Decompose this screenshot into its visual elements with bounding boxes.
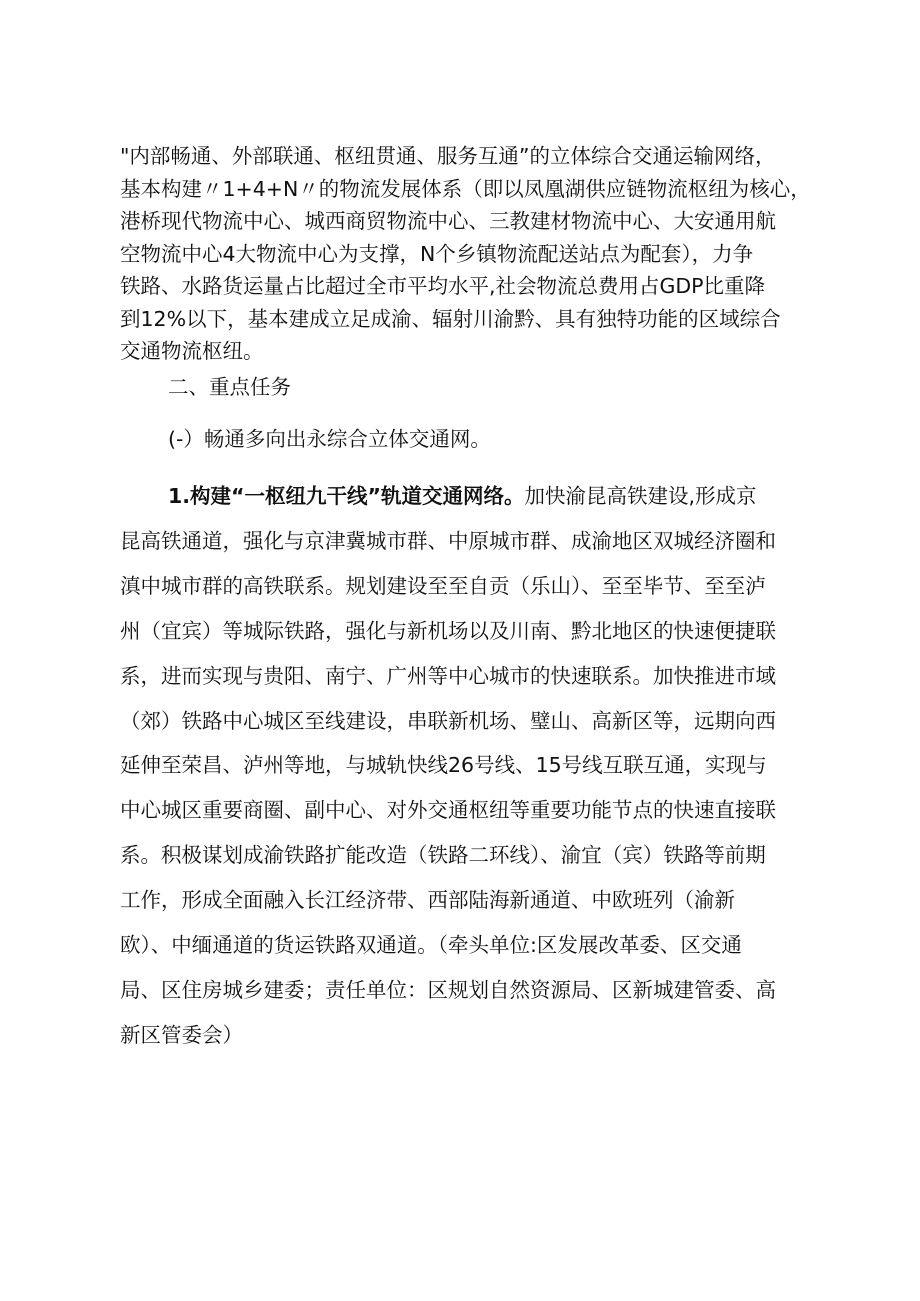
task1-line: 新区管委会） — [120, 1022, 243, 1047]
section-heading: 二、重点任务 — [168, 375, 291, 399]
intro-line: 空物流中心4大物流中心为支撑，N个乡镇物流配送站点为配套），力争 — [120, 241, 754, 266]
task1-line: 中心城区重要商圈、副中心、对外交通枢纽等重要功能节点的快速直接联 — [120, 798, 776, 823]
task1-first-line-rest: 加快渝昆高铁建设,形成京 — [524, 484, 757, 508]
task1-line: 欧）、中缅通道的货运铁路双通道。（牵头单位:区发展改革委、区交通 — [120, 933, 742, 958]
intro-line: 到12%以下，基本建成立足成渝、辐射川渝黔、具有独特功能的区域综合 — [120, 306, 781, 331]
task1-lead: 1.构建“一枢纽九干线”轨道交通网络。 — [168, 484, 525, 508]
subsection-heading: (-）畅通多向出永综合立体交通网。 — [168, 427, 491, 451]
task1-line: 局、区住房城乡建委；责任单位：区规划自然资源局、区新城建管委、高 — [120, 977, 776, 1002]
task1-line: 系。积极谋划成渝铁路扩能改造（铁路二环线）、渝宜（宾）铁路等前期 — [120, 843, 766, 868]
task1-line: 昆高铁通道，强化与京津冀城市群、中原城市群、成渝地区双城经济圈和 — [120, 528, 776, 553]
task1-line: 延伸至荣昌、泸州等地，与城轨快线26号线、15号线互联互通，实现与 — [120, 753, 767, 778]
intro-line: 基本构建〃1+4+N〃的物流发展体系（即以凤凰湖供应链物流枢纽为核心， — [120, 176, 811, 201]
task1-line: 工作，形成全面融入长江经济带、西部陆海新通道、中欧班列（渝新 — [120, 888, 735, 913]
task1-line: 滇中城市群的高铁联系。规划建设至至自贡（乐山）、至至毕节、至至泸 — [120, 573, 766, 598]
task1-line: 州（宜宾）等城际铁路，强化与新机场以及川南、黔北地区的快速便捷联 — [120, 618, 776, 643]
task1-line: 系，进而实现与贵阳、南宁、广州等中心城市的快速联系。加快推进市域 — [120, 663, 776, 688]
intro-line: 铁路、水路货运量占比超过全市平均水平,社会物流总费用占GDP比重降 — [120, 274, 766, 298]
task1-first-line — [120, 474, 820, 519]
task1-line: （郊）铁路中心城区至线建设，串联新机场、璧山、高新区等，远期向西 — [120, 708, 776, 733]
intro-line: 港桥现代物流中心、城西商贸物流中心、三教建材物流中心、大安通用航 — [120, 209, 776, 233]
intro-line: 交通物流枢纽。 — [120, 339, 264, 363]
intro-paragraph — [120, 140, 820, 368]
intro-line: "内部畅通、外部联通、枢纽贯通、服务互通”的立体综合交通运输网络， — [120, 144, 776, 168]
task1-paragraph — [120, 474, 820, 1058]
